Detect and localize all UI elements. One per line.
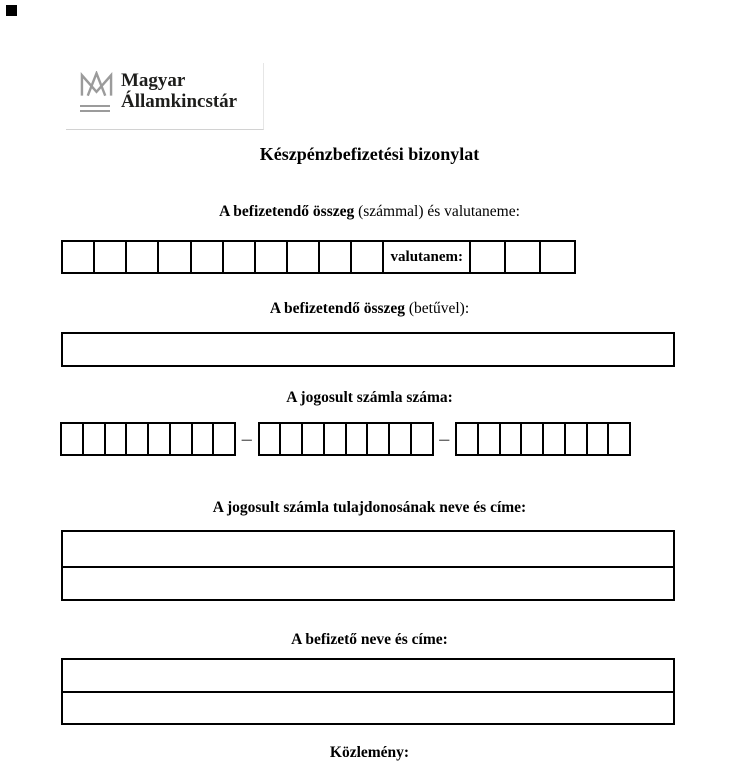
account-digit-cell[interactable] bbox=[82, 424, 104, 454]
corner-marker bbox=[6, 5, 17, 16]
amount-digit-cell[interactable] bbox=[350, 242, 382, 272]
account-digit-cell[interactable] bbox=[542, 424, 564, 454]
account-owner-label: A jogosult számla tulajdonosának neve és címe: bbox=[212, 499, 527, 516]
account-digit-cell[interactable] bbox=[345, 424, 367, 454]
amount-digit-cell[interactable] bbox=[222, 242, 254, 272]
currency-cell[interactable] bbox=[504, 242, 539, 272]
account-digit-cell[interactable] bbox=[564, 424, 586, 454]
currency-name-label: valutanem: bbox=[382, 242, 469, 272]
logo-underline-top bbox=[80, 105, 110, 107]
amount-digit-cell[interactable] bbox=[190, 242, 222, 272]
account-number-group bbox=[60, 422, 236, 456]
amount-digit-cell[interactable] bbox=[286, 242, 318, 272]
account-digit-cell[interactable] bbox=[323, 424, 345, 454]
page-title: Készpénzbefizetési bizonylat bbox=[259, 144, 480, 164]
logo-text-line2: Államkincstár bbox=[121, 91, 238, 112]
account-digit-cell[interactable] bbox=[607, 424, 629, 454]
account-dash-separator: – bbox=[439, 428, 450, 450]
payer-table bbox=[61, 658, 675, 725]
account-digit-cell[interactable] bbox=[301, 424, 323, 454]
account-digit-cell[interactable] bbox=[62, 424, 82, 454]
account-digit-cell[interactable] bbox=[279, 424, 301, 454]
account-number-group bbox=[258, 422, 434, 456]
account-owner-row[interactable] bbox=[63, 532, 673, 566]
account-owner-row[interactable] bbox=[63, 566, 673, 600]
account-digit-cell[interactable] bbox=[147, 424, 169, 454]
amount-words-label-rest: (betűvel): bbox=[405, 300, 470, 317]
account-digit-cell[interactable] bbox=[212, 424, 234, 454]
treasury-crown-icon bbox=[80, 71, 113, 97]
payer-label: A befizető neve és címe: bbox=[291, 631, 448, 648]
amount-digit-cell[interactable] bbox=[125, 242, 157, 272]
account-dash-separator: – bbox=[241, 428, 252, 450]
account-number-label: A jogosult számla száma: bbox=[286, 389, 453, 406]
amount-grid bbox=[61, 240, 576, 274]
account-digit-cell[interactable] bbox=[520, 424, 542, 454]
logo-wordmark bbox=[121, 70, 237, 112]
amount-digit-cell[interactable] bbox=[63, 242, 93, 272]
account-digit-cell[interactable] bbox=[586, 424, 608, 454]
logo-text-line1: Magyar bbox=[121, 70, 186, 91]
payer-row[interactable] bbox=[63, 660, 673, 691]
logo-underline-bottom bbox=[80, 110, 110, 112]
account-digit-cell[interactable] bbox=[104, 424, 126, 454]
amount-digit-cell[interactable] bbox=[254, 242, 286, 272]
remark-label: Közlemény: bbox=[329, 744, 410, 761]
account-digit-cell[interactable] bbox=[388, 424, 410, 454]
account-digit-cell[interactable] bbox=[169, 424, 191, 454]
amount-digit-cell[interactable] bbox=[93, 242, 125, 272]
account-digit-cell[interactable] bbox=[260, 424, 280, 454]
amount-words-label-bold: A befizetendő összeg bbox=[269, 300, 406, 317]
payer-row[interactable] bbox=[63, 691, 673, 723]
amount-words-box[interactable] bbox=[61, 332, 675, 367]
amount-words-label bbox=[0, 300, 739, 318]
account-number-group bbox=[455, 422, 631, 456]
account-number-row bbox=[60, 422, 631, 456]
amount-numeric-label bbox=[0, 203, 739, 221]
account-digit-cell[interactable] bbox=[457, 424, 477, 454]
account-digit-cell[interactable] bbox=[477, 424, 499, 454]
currency-cell[interactable] bbox=[539, 242, 574, 272]
account-owner-table bbox=[61, 530, 675, 601]
account-digit-cell[interactable] bbox=[191, 424, 213, 454]
amount-numeric-label-rest: (számmal) és valutaneme: bbox=[354, 203, 520, 220]
account-digit-cell[interactable] bbox=[499, 424, 521, 454]
account-digit-cell[interactable] bbox=[366, 424, 388, 454]
currency-cell[interactable] bbox=[469, 242, 504, 272]
amount-numeric-label-bold: A befizetendő összeg bbox=[219, 203, 355, 220]
amount-digit-cell[interactable] bbox=[157, 242, 189, 272]
account-digit-cell[interactable] bbox=[410, 424, 432, 454]
logo bbox=[66, 63, 264, 130]
amount-digit-cell[interactable] bbox=[318, 242, 350, 272]
account-digit-cell[interactable] bbox=[125, 424, 147, 454]
